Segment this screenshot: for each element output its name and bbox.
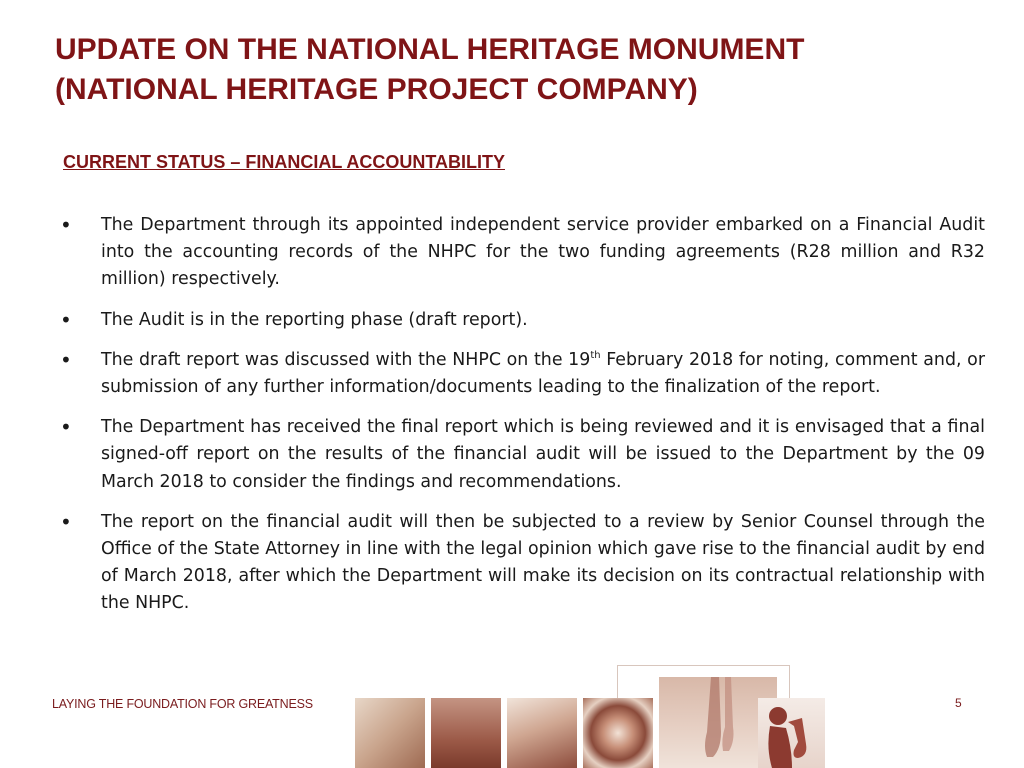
footer-image-family <box>431 698 501 768</box>
slide-title-line-1: UPDATE ON THE NATIONAL HERITAGE MONUMENT <box>55 33 805 66</box>
bullet-item-1: • The Department through its appointed independent service provider embarked on a Financial Audit into the accounting records of the NHPC for the two funding agreements (R28 million and R32 million) respectively. <box>60 212 985 294</box>
slide-title-line-2: (NATIONAL HERITAGE PROJECT COMPANY) <box>55 73 698 106</box>
ordinal-suffix: th <box>590 350 601 362</box>
bullet-item-4: • The Department has received the final report which is being reviewed and it is envisaged that a final signed-off report on the results of the financial audit will be issued to the Department by the 09 March 2018 to consider the findings and recommendations. <box>60 414 985 496</box>
bullet-list <box>60 212 985 631</box>
section-subtitle: CURRENT STATUS – FINANCIAL ACCOUNTABILITY <box>63 152 505 172</box>
bullet-item-3-before: The draft report was discussed with the NHPC on the 19 <box>101 349 591 370</box>
bullet-item-5: • The report on the financial audit will then be subjected to a review by Senior Counsel through the Office of the State Attorney in line with the legal opinion which gave rise to the financial audit by end of March 2018, after which the Department will make its decision on its contractual relationship with the NHPC. <box>60 509 985 618</box>
footer-tagline: LAYING THE FOUNDATION FOR GREATNESS <box>52 697 313 711</box>
page-number: 5 <box>955 696 962 710</box>
saxophone-player-icon <box>758 698 825 768</box>
footer-image-beadwork <box>583 698 653 768</box>
slide-title <box>55 30 995 110</box>
footer-image-saxophone <box>758 698 825 768</box>
footer-image-writing <box>355 698 425 768</box>
bullet-item-3 <box>60 347 985 401</box>
bullet-item-2: • The Audit is in the reporting phase (draft report). <box>60 307 985 334</box>
footer-image-film-reel <box>507 698 577 768</box>
bullet-item-3-after: February 2018 for noting, comment and, or submission of any further information/documents leading to the finalization of the report. <box>101 349 985 398</box>
